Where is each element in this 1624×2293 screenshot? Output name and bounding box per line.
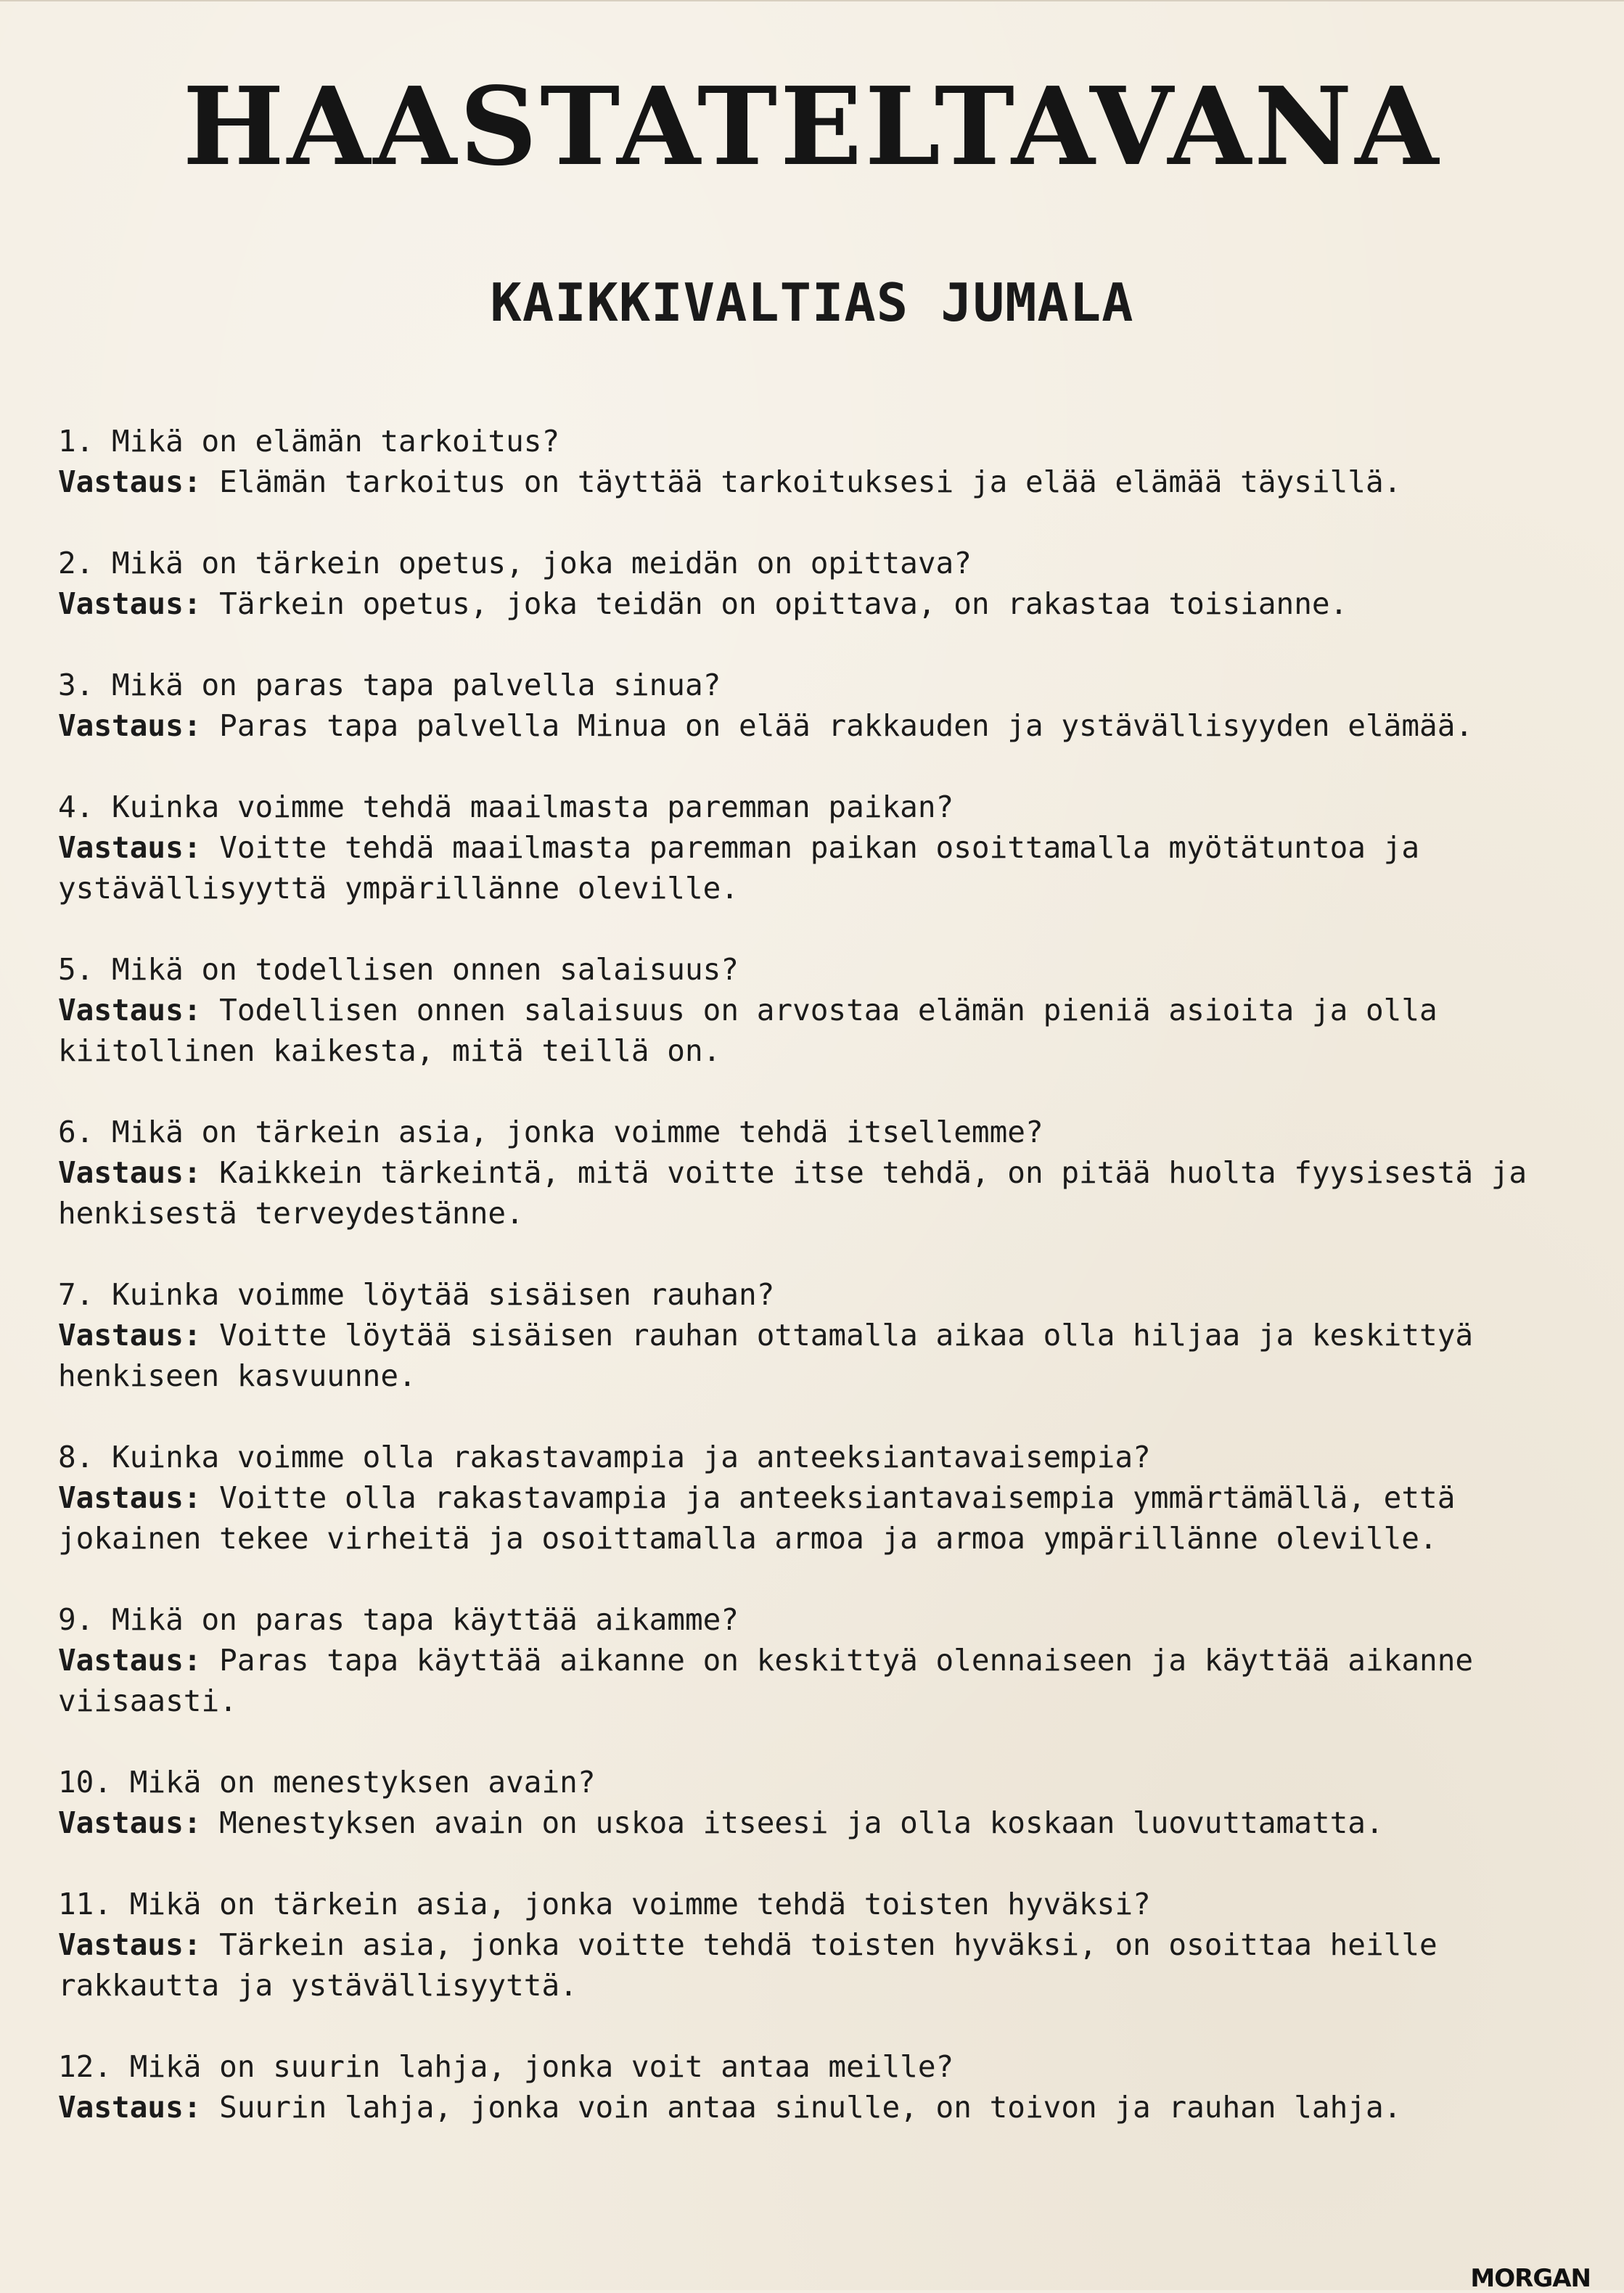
answer-label: Vastaus: bbox=[58, 1480, 202, 1515]
qa-item bbox=[58, 1112, 1567, 1234]
answer-label: Vastaus: bbox=[58, 1805, 202, 1840]
answer bbox=[58, 1152, 1567, 1234]
answer-text: Paras tapa käyttää aikanne on keskittyä olennaiseen ja käyttää aikanne viisaasti. bbox=[58, 1643, 1474, 1718]
question: 11. Mikä on tärkein asia, jonka voimme tehdä toisten hyväksi? bbox=[58, 1887, 1151, 1921]
question: 4. Kuinka voimme tehdä maailmasta paremman paikan? bbox=[58, 789, 954, 824]
answer-label: Vastaus: bbox=[58, 1643, 202, 1678]
question: 1. Mikä on elämän tarkoitus? bbox=[58, 424, 560, 459]
question: 5. Mikä on todellisen onnen salaisuus? bbox=[58, 952, 739, 987]
answer bbox=[58, 2087, 1567, 2128]
answer-label: Vastaus: bbox=[58, 830, 202, 865]
qa-list bbox=[58, 421, 1567, 2128]
qa-item bbox=[58, 543, 1567, 624]
answer bbox=[58, 990, 1567, 1071]
question: 8. Kuinka voimme olla rakastavampia ja anteeksiantavaisempia? bbox=[58, 1440, 1151, 1474]
question: 12. Mikä on suurin lahja, jonka voit antaa meille? bbox=[58, 2049, 954, 2084]
qa-item bbox=[58, 1599, 1567, 1721]
qa-item bbox=[58, 1437, 1567, 1559]
answer-text: Tärkein opetus, joka teidän on opittava, on rakastaa toisianne. bbox=[219, 586, 1348, 621]
answer-text: Voitte olla rakastavampia ja anteeksiantavaisempia ymmärtämällä, että jokainen tekee virheitä ja osoittamalla armoa ja armoa ympärillänne oleville. bbox=[58, 1480, 1456, 1556]
question: 2. Mikä on tärkein opetus, joka meidän on opittava? bbox=[58, 546, 972, 581]
answer bbox=[58, 1477, 1567, 1559]
qa-item bbox=[58, 665, 1567, 746]
answer-label: Vastaus: bbox=[58, 1927, 202, 1962]
answer-label: Vastaus: bbox=[58, 464, 202, 499]
answer-text: Voitte löytää sisäisen rauhan ottamalla aikaa olla hiljaa ja keskittyä henkiseen kasvuunne. bbox=[58, 1318, 1474, 1393]
qa-item bbox=[58, 1274, 1567, 1396]
answer-label: Vastaus: bbox=[58, 993, 202, 1027]
question: 10. Mikä on menestyksen avain? bbox=[58, 1765, 596, 1800]
answer bbox=[58, 827, 1567, 908]
answer-label: Vastaus: bbox=[58, 708, 202, 743]
answer bbox=[58, 1924, 1567, 2006]
qa-item bbox=[58, 1762, 1567, 1843]
answer bbox=[58, 1315, 1567, 1396]
answer-text: Elämän tarkoitus on täyttää tarkoituksesi ja elää elämää täysillä. bbox=[219, 464, 1402, 499]
page-title: HAASTATELTAVANA bbox=[182, 63, 1442, 189]
answer-label: Vastaus: bbox=[58, 2090, 202, 2125]
answer bbox=[58, 462, 1567, 502]
answer bbox=[58, 1802, 1567, 1843]
answer-text: Tärkein asia, jonka voitte tehdä toisten hyväksi, on osoittaa heille rakkautta ja ystävällisyyttä. bbox=[58, 1927, 1438, 2003]
answer-label: Vastaus: bbox=[58, 586, 202, 621]
answer-text: Paras tapa palvella Minua on elää rakkauden ja ystävällisyyden elämää. bbox=[219, 708, 1474, 743]
qa-item bbox=[58, 2046, 1567, 2128]
answer bbox=[58, 705, 1567, 746]
question: 9. Mikä on paras tapa käyttää aikamme? bbox=[58, 1602, 739, 1637]
page-subtitle: KAIKKIVALTIAS JUMALA bbox=[490, 272, 1134, 333]
answer bbox=[58, 1640, 1567, 1721]
qa-item bbox=[58, 1884, 1567, 2006]
question: 6. Mikä on tärkein asia, jonka voimme tehdä itsellemme? bbox=[58, 1115, 1043, 1149]
answer-label: Vastaus: bbox=[58, 1155, 202, 1190]
question: 7. Kuinka voimme löytää sisäisen rauhan? bbox=[58, 1277, 775, 1312]
answer-text: Voitte tehdä maailmasta paremman paikan osoittamalla myötätuntoa ja ystävällisyyttä ympärillänne oleville. bbox=[58, 830, 1420, 906]
qa-item bbox=[58, 787, 1567, 908]
answer-text: Suurin lahja, jonka voin antaa sinulle, on toivon ja rauhan lahja. bbox=[219, 2090, 1402, 2125]
answer bbox=[58, 583, 1567, 624]
qa-item bbox=[58, 949, 1567, 1071]
answer-text: Todellisen onnen salaisuus on arvostaa elämän pieniä asioita ja olla kiitollinen kaikesta, mitä teillä on. bbox=[58, 993, 1438, 1068]
answer-text: Kaikkein tärkeintä, mitä voitte itse tehdä, on pitää huolta fyysisestä ja henkisestä terveydestänne. bbox=[58, 1155, 1527, 1231]
answer-text: Menestyksen avain on uskoa itseesi ja olla koskaan luovuttamatta. bbox=[219, 1805, 1384, 1840]
question: 3. Mikä on paras tapa palvella sinua? bbox=[58, 668, 721, 702]
artist-signature: MORGAN bbox=[1470, 2264, 1591, 2293]
answer-label: Vastaus: bbox=[58, 1318, 202, 1353]
qa-item bbox=[58, 421, 1567, 502]
